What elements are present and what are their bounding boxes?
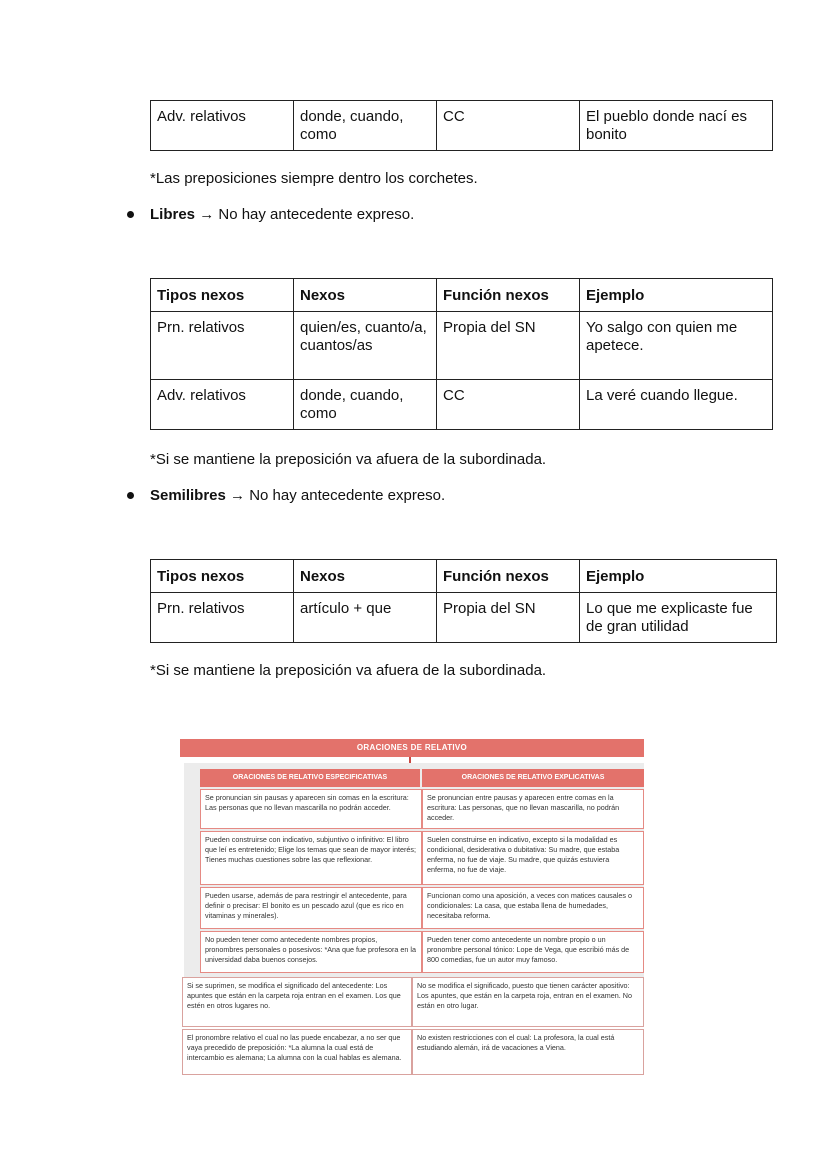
cell-ejemplo: La veré cuando llegue. bbox=[580, 380, 773, 430]
cell-tipo: Prn. relativos bbox=[151, 593, 294, 643]
table-relative-adverbs-top bbox=[150, 100, 773, 151]
row6-right: No existen restricciones con el cual: La profesora, la cual está estudiando alemán, irá de vacaciones a Viena. bbox=[412, 1029, 644, 1075]
bullet-libres bbox=[127, 206, 414, 223]
cell-nexos: artículo + que bbox=[294, 593, 437, 643]
bullet-dot-icon bbox=[127, 492, 134, 499]
table-semilibres bbox=[150, 559, 777, 643]
table-row bbox=[151, 593, 777, 643]
header-especificativas: ORACIONES DE RELATIVO ESPECIFICATIVAS bbox=[200, 769, 420, 787]
cell-tipo: Prn. relativos bbox=[151, 312, 294, 380]
header-funcion-nexos: Función nexos bbox=[437, 560, 580, 593]
bullet-text: → No hay antecedente expreso. bbox=[199, 206, 415, 223]
header-ejemplo: Ejemplo bbox=[580, 279, 773, 312]
note-preposicion-afuera: *Si se mantiene la preposición va afuera de la subordinada. bbox=[150, 451, 547, 468]
row4-right: Pueden tener como antecedente un nombre propio o un pronombre personal tónico: Lope de Vega, que escribió más de 800 comedias, fue un autor muy famoso. bbox=[422, 931, 644, 973]
header-tipos-nexos: Tipos nexos bbox=[151, 279, 294, 312]
bullet-term: Libres bbox=[150, 206, 196, 223]
row6-left: El pronombre relativo el cual no las puede encabezar, a no ser que vaya precedido de preposición: *La alumna la cual está de intercambio es alemana; La alumna con la cual hablas es alemana. bbox=[182, 1029, 412, 1075]
oraciones-relativo-image bbox=[180, 739, 644, 1075]
table-row bbox=[151, 101, 773, 151]
cell-funcion: Propia del SN bbox=[437, 312, 580, 380]
header-tipos-nexos: Tipos nexos bbox=[151, 560, 294, 593]
table-header-row bbox=[151, 560, 777, 593]
table-row bbox=[151, 312, 773, 380]
cell-funcion: Propia del SN bbox=[437, 593, 580, 643]
cell-ejemplo: Yo salgo con quien me apetece. bbox=[580, 312, 773, 380]
cell-funcion: CC bbox=[437, 380, 580, 430]
bullet-text: → No hay antecedente expreso. bbox=[230, 487, 446, 504]
row2-left: Pueden construirse con indicativo, subjuntivo o infinitivo: El libro que leí es entretenido; Elige los temas que sean de mayor interés; Tienes muchas cuestiones sobre las que reflexionar. bbox=[200, 831, 422, 885]
bullet-term: Semilibres bbox=[150, 487, 226, 504]
row5-left: Si se suprimen, se modifica el significado del antecedente: Los apuntes que están en la carpeta roja entran en el examen. Los que estén en otros lugares no. bbox=[182, 977, 412, 1027]
row3-left: Pueden usarse, además de para restringir el antecedente, para definir o precisar: El bonito es un pescado azul (que es rico en vitaminas y minerales). bbox=[200, 887, 422, 929]
row1-right: Se pronuncian entre pausas y aparecen entre comas en la escritura: Las personas, que no llevan mascarilla, no podrán acceder. bbox=[422, 789, 644, 829]
header-funcion-nexos: Función nexos bbox=[437, 279, 580, 312]
note-preposiciones-corchetes: *Las preposiciones siempre dentro los corchetes. bbox=[150, 170, 478, 187]
cell-funcion: CC bbox=[437, 101, 580, 151]
cell-tipo: Adv. relativos bbox=[151, 380, 294, 430]
cell-nexos: donde, cuando, como bbox=[294, 101, 437, 151]
table-libres bbox=[150, 278, 773, 430]
image-title: ORACIONES DE RELATIVO bbox=[180, 739, 644, 757]
header-nexos: Nexos bbox=[294, 560, 437, 593]
cell-nexos: quien/es, cuanto/a, cuantos/as bbox=[294, 312, 437, 380]
table-header-row bbox=[151, 279, 773, 312]
bullet-dot-icon bbox=[127, 211, 134, 218]
row4-left: No pueden tener como antecedente nombres propios, pronombres personales o posesivos: *Ana que fue profesora en la universidad daba buenos consejos. bbox=[200, 931, 422, 973]
row2-right: Suelen construirse en indicativo, excepto si la modalidad es condicional, desiderativa o dubitativa: Su madre, que estaba enferma, no fue de viaje. Su madre, que quizás estuviera enferma, no fue de viaje. bbox=[422, 831, 644, 885]
cell-tipo: Adv. relativos bbox=[151, 101, 294, 151]
row3-right: Funcionan como una aposición, a veces con matices causales o condicionales: La casa, que estaba llena de humedades, necesitaba reforma. bbox=[422, 887, 644, 929]
header-ejemplo: Ejemplo bbox=[580, 560, 777, 593]
note-preposicion-afuera-2: *Si se mantiene la preposición va afuera de la subordinada. bbox=[150, 662, 547, 679]
table-row bbox=[151, 380, 773, 430]
row1-left: Se pronuncian sin pausas y aparecen sin comas en la escritura: Las personas que no llevan mascarilla no podrán acceder. bbox=[200, 789, 422, 829]
bullet-semilibres bbox=[127, 487, 445, 504]
cell-ejemplo: El pueblo donde nací es bonito bbox=[580, 101, 773, 151]
header-explicativas: ORACIONES DE RELATIVO EXPLICATIVAS bbox=[422, 769, 644, 787]
row5-right: No se modifica el significado, puesto que tienen carácter apositivo: Los apuntes, que están en la carpeta roja, entran en el examen. No están en otro lugar. bbox=[412, 977, 644, 1027]
header-nexos: Nexos bbox=[294, 279, 437, 312]
cell-nexos: donde, cuando, como bbox=[294, 380, 437, 430]
cell-ejemplo: Lo que me explicaste fue de gran utilidad bbox=[580, 593, 777, 643]
